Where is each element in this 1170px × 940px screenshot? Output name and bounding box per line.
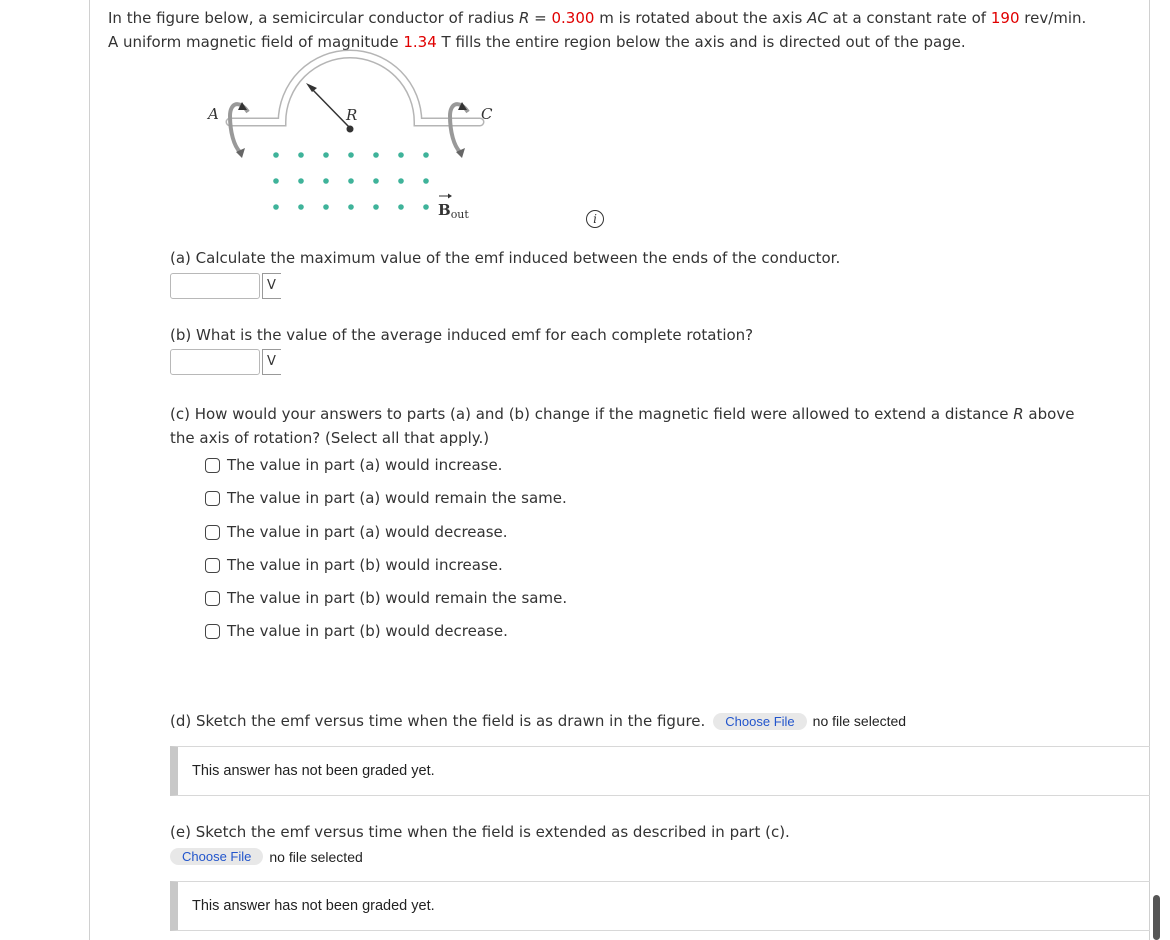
field-value: 1.34: [403, 33, 437, 51]
label-b: $B_{out}$: [438, 201, 469, 221]
graded-status-e: This answer has not been graded yet.: [170, 881, 1150, 931]
semicircle-figure: [200, 60, 493, 230]
checkbox[interactable]: [205, 525, 220, 540]
option-a-increase[interactable]: The value in part (a) would increase.: [205, 455, 502, 475]
answer-b-input[interactable]: [170, 349, 260, 375]
graded-status-d: This answer has not been graded yet.: [170, 746, 1150, 796]
question-e: (e) Sketch the emf versus time when the field is extended as described in part (c).: [170, 823, 790, 841]
unit-a: V: [262, 273, 281, 299]
file-status-d: no file selected: [812, 713, 907, 729]
rate-value: 190: [990, 9, 1020, 27]
label-r: R: [346, 106, 358, 124]
checkbox[interactable]: [205, 458, 220, 473]
file-status-e: no file selected: [269, 848, 363, 865]
scrollbar-thumb[interactable]: [1153, 895, 1160, 940]
radius-value: 0.300: [551, 9, 595, 27]
field-dots: [273, 152, 429, 210]
question-b: (b) What is the value of the average induced emf for each complete rotation?: [170, 326, 754, 344]
option-a-same[interactable]: The value in part (a) would remain the same.: [205, 488, 567, 508]
checkbox[interactable]: [205, 491, 220, 506]
choose-file-button-e[interactable]: Choose File: [170, 848, 263, 865]
left-border: [89, 0, 90, 940]
unit-b: V: [262, 349, 281, 375]
option-b-increase[interactable]: The value in part (b) would increase.: [205, 555, 503, 575]
info-icon[interactable]: i: [586, 210, 604, 228]
right-border: [1149, 0, 1150, 940]
label-c: C: [481, 105, 493, 123]
question-c: (c) How would your answers to parts (a) and (b) change if the magnetic field were allowed to extend a distance R above the axis of rotation? (Select all that apply.): [170, 405, 1075, 447]
checkbox[interactable]: [205, 591, 220, 606]
label-a: A: [208, 105, 219, 123]
choose-file-button-d[interactable]: Choose File: [713, 713, 806, 730]
problem-statement: In the figure below, a semicircular conductor of radius R = 0.300 m is rotated about the axis AC at a constant rate of 190 rev/min. A uniform magnetic field of magnitude 1.34 T fills the entire region below the axis and is directed out of the page.: [108, 9, 1087, 51]
checkbox[interactable]: [205, 558, 220, 573]
option-b-decrease[interactable]: The value in part (b) would decrease.: [205, 621, 508, 641]
option-a-decrease[interactable]: The value in part (a) would decrease.: [205, 522, 508, 542]
option-b-same[interactable]: The value in part (b) would remain the same.: [205, 588, 567, 608]
question-d: (d) Sketch the emf versus time when the field is as drawn in the figure. Choose File no file selected: [170, 712, 907, 730]
question-a: (a) Calculate the maximum value of the emf induced between the ends of the conductor.: [170, 249, 841, 267]
answer-a-input[interactable]: [170, 273, 260, 299]
checkbox[interactable]: [205, 624, 220, 639]
